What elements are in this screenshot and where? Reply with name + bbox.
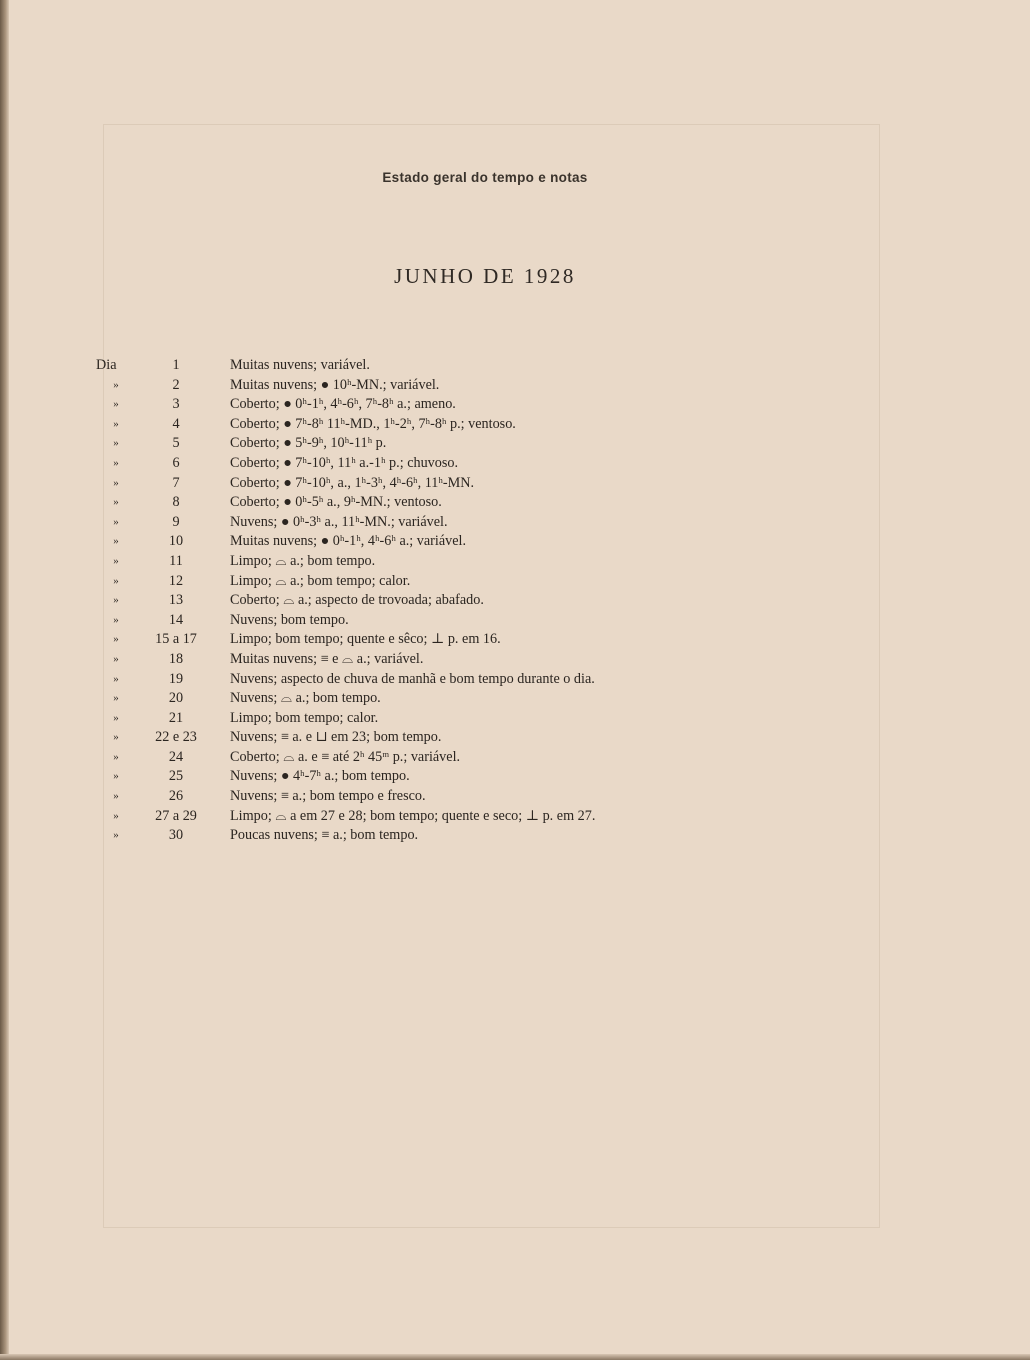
- list-item: [0, 670, 1030, 690]
- weather-description: Nuvens; aspecto de chuva de manhã e bom tempo durante o dia.: [230, 670, 595, 687]
- list-item: [0, 434, 1030, 454]
- list-item: [0, 395, 1030, 415]
- day-number: 11: [169, 552, 183, 569]
- day-number: 3: [172, 396, 180, 413]
- weather-description: Coberto; ● 7ʰ-8ʰ 11ʰ-MD., 1ʰ-2ʰ, 7ʰ-8ʰ p.; ventoso.: [230, 415, 516, 432]
- ditto-mark: »: [113, 417, 119, 430]
- day-number: 4: [172, 415, 180, 432]
- list-item: [0, 689, 1030, 709]
- weather-description: Limpo; ⌓ a em 27 e 28; bom tempo; quente e seco; ⊥ p. em 27.: [230, 807, 596, 824]
- weather-description: Coberto; ⌓ a. e ≡ até 2ʰ 45ᵐ p.; variável.: [230, 748, 461, 765]
- ditto-mark: »: [113, 633, 119, 646]
- ditto-mark: »: [113, 476, 119, 489]
- ditto-mark: »: [113, 652, 119, 665]
- day-number: 26: [168, 788, 184, 805]
- ditto-mark: »: [113, 456, 119, 469]
- weather-description: Poucas nuvens; ≡ a.; bom tempo.: [230, 827, 419, 844]
- weather-description: Coberto; ● 5ʰ-9ʰ, 10ʰ-11ʰ p.: [230, 435, 387, 452]
- day-label: Dia: [96, 357, 117, 373]
- list-item: [0, 630, 1030, 650]
- list-item: [0, 454, 1030, 474]
- day-number: 14: [168, 611, 184, 628]
- weather-description: Nuvens; ● 4ʰ-7ʰ a.; bom tempo.: [230, 768, 410, 785]
- weather-description: Coberto; ● 0ʰ-1ʰ, 4ʰ-6ʰ, 7ʰ-8ʰ a.; ameno.: [230, 396, 456, 413]
- ditto-mark: »: [113, 554, 119, 567]
- ditto-mark: »: [113, 711, 119, 724]
- list-item: [0, 591, 1030, 611]
- weather-description: Limpo; ⌓ a.; bom tempo.: [230, 552, 376, 569]
- weather-description: Muitas nuvens; ● 0ʰ-1ʰ, 4ʰ-6ʰ a.; variável.: [230, 533, 467, 550]
- list-item: [0, 826, 1030, 846]
- ditto-mark: »: [113, 829, 119, 842]
- ditto-mark: »: [113, 692, 119, 705]
- weather-description: Limpo; bom tempo; quente e sêco; ⊥ p. em 16.: [230, 631, 501, 648]
- weather-description: Limpo; bom tempo; calor.: [230, 709, 379, 726]
- list-item: [0, 493, 1030, 513]
- day-number: 13: [168, 592, 184, 609]
- ditto-mark: »: [113, 672, 119, 685]
- day-number: 30: [168, 827, 184, 844]
- weather-description: Coberto; ● 7ʰ-10ʰ, a., 1ʰ-3ʰ, 4ʰ-6ʰ, 11ʰ-MN.: [230, 474, 475, 491]
- day-number: 24: [168, 748, 184, 765]
- day-number: 15 a 17: [155, 631, 197, 648]
- day-number: 8: [172, 494, 180, 511]
- weather-entries-list: [0, 356, 1030, 846]
- ditto-mark: »: [113, 613, 119, 626]
- weather-description: Muitas nuvens; ● 10ʰ-MN.; variável.: [230, 376, 440, 393]
- weather-description: Nuvens; ≡ a. e ⊔ em 23; bom tempo.: [230, 729, 442, 746]
- day-number: 7: [172, 474, 180, 491]
- day-number: 19: [168, 670, 184, 687]
- weather-description: Nuvens; bom tempo.: [230, 611, 349, 628]
- day-number: 27 a 29: [155, 807, 197, 824]
- list-item: [0, 376, 1030, 396]
- list-item: [0, 572, 1030, 592]
- weather-description: Coberto; ● 7ʰ-10ʰ, 11ʰ a.-1ʰ p.; chuvoso.: [230, 454, 459, 471]
- ditto-mark: »: [113, 731, 119, 744]
- day-number: 21: [168, 709, 184, 726]
- ditto-mark: »: [113, 750, 119, 763]
- day-number: 2: [172, 376, 180, 393]
- weather-description: Limpo; ⌓ a.; bom tempo; calor.: [230, 572, 411, 589]
- day-number: 12: [168, 572, 184, 589]
- ditto-mark: »: [113, 437, 119, 450]
- list-item: [0, 415, 1030, 435]
- list-item: [0, 767, 1030, 787]
- ditto-mark: »: [113, 378, 119, 391]
- weather-description: Coberto; ● 0ʰ-5ʰ a., 9ʰ-MN.; ventoso.: [230, 494, 442, 511]
- ditto-mark: »: [113, 535, 119, 548]
- list-item: [0, 728, 1030, 748]
- day-number: 18: [168, 650, 184, 667]
- list-item: [0, 709, 1030, 729]
- day-number: 1: [172, 357, 180, 373]
- list-item: [0, 611, 1030, 631]
- day-number: 5: [172, 435, 180, 452]
- list-item: [0, 552, 1030, 572]
- list-item: [0, 356, 1030, 376]
- weather-description: Nuvens; ● 0ʰ-3ʰ a., 11ʰ-MN.; variável.: [230, 513, 448, 530]
- day-number: 9: [172, 513, 180, 530]
- day-number: 25: [168, 768, 184, 785]
- ditto-mark: »: [113, 790, 119, 803]
- weather-description: Nuvens; ⌓ a.; bom tempo.: [230, 690, 381, 707]
- ditto-mark: »: [113, 594, 119, 607]
- ditto-mark: »: [113, 770, 119, 783]
- list-item: [0, 787, 1030, 807]
- weather-description: Coberto; ⌓ a.; aspecto de trovoada; abafado.: [230, 592, 484, 609]
- list-item: [0, 650, 1030, 670]
- weather-description: Muitas nuvens; variável.: [230, 357, 370, 373]
- list-item: [0, 532, 1030, 552]
- day-number: 10: [168, 533, 184, 550]
- ditto-mark: »: [113, 398, 119, 411]
- page-bottom-edge: [0, 1354, 1030, 1360]
- weather-description: Muitas nuvens; ≡ e ⌓ a.; variável.: [230, 650, 424, 667]
- ditto-mark: »: [113, 496, 119, 509]
- day-number: 6: [172, 454, 180, 471]
- ditto-mark: »: [113, 809, 119, 822]
- list-item: [0, 513, 1030, 533]
- day-number: 20: [168, 690, 184, 707]
- weather-description: Nuvens; ≡ a.; bom tempo e fresco.: [230, 788, 426, 805]
- day-number: 22 e 23: [155, 729, 197, 746]
- list-item: [0, 807, 1030, 827]
- ditto-mark: »: [113, 515, 119, 528]
- list-item: [0, 474, 1030, 494]
- list-item: [0, 748, 1030, 768]
- page-title: JUNHO DE 1928: [394, 264, 576, 288]
- ditto-mark: »: [113, 574, 119, 587]
- page-subtitle: Estado geral do tempo e notas: [382, 170, 588, 185]
